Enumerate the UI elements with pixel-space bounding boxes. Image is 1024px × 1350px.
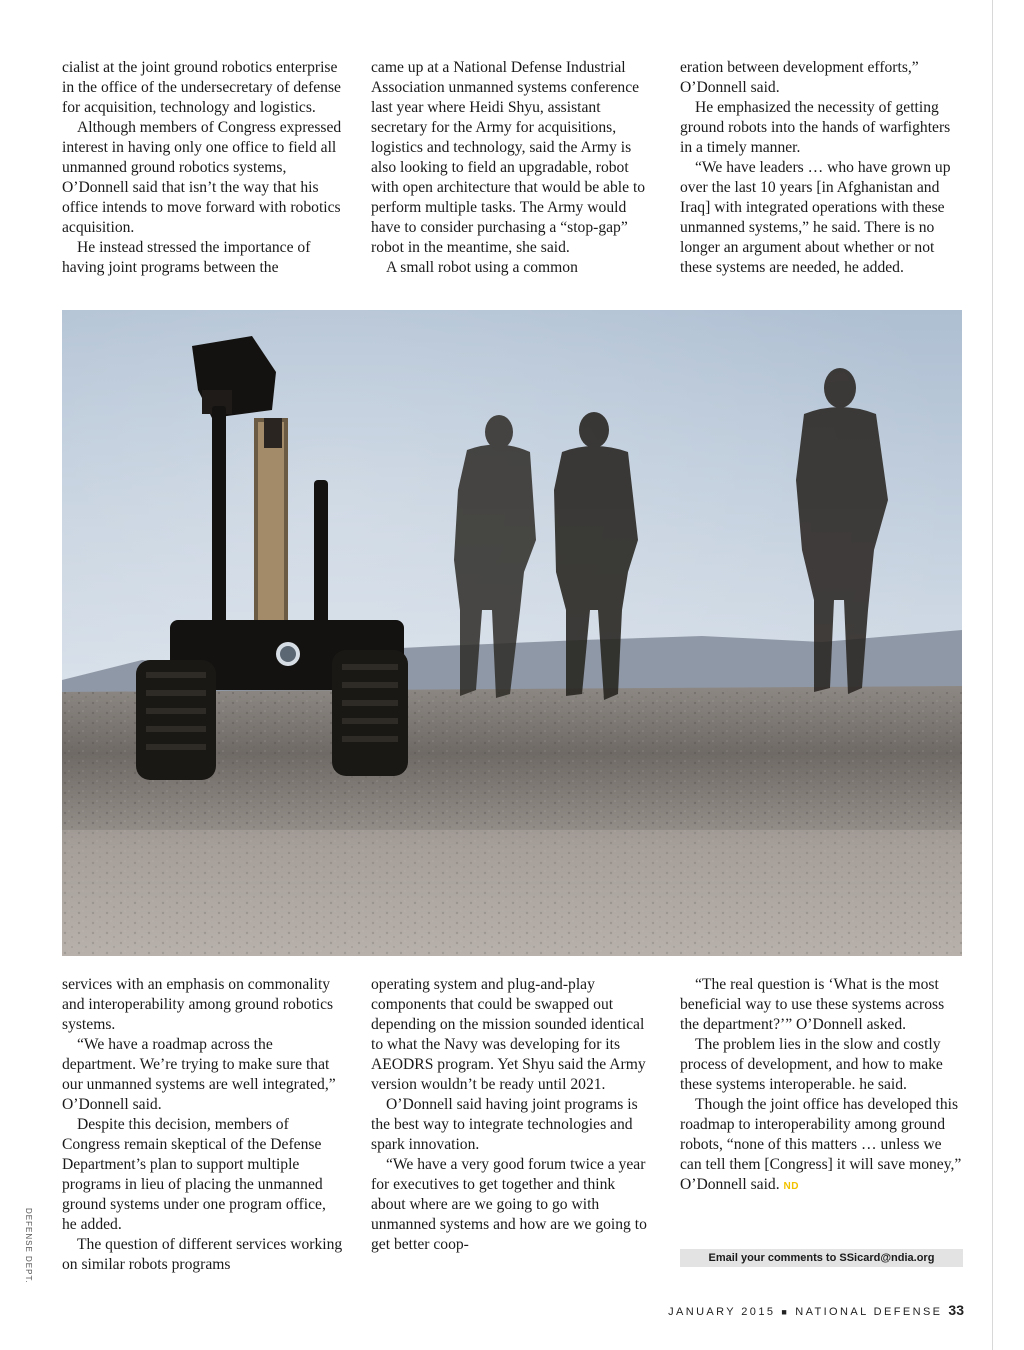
bottom-column-2 [371,975,653,1255]
top-column-1 [62,58,344,278]
paragraph: services with an emphasis on commonality and interoperability among ground robotics systems. [62,976,334,1033]
page-footer [668,1302,964,1318]
paragraph: He emphasized the necessity of getting ground robots into the hands of warfighters in a timely manner. [680,99,951,156]
paragraph: “The real question is ‘What is the most beneficial way to use these systems across the department?’” O’Donnell asked. [680,976,945,1033]
paragraph: cialist at the joint ground robotics enterprise in the office of the undersecretary of defense for acquisition, technology and logistics. [62,59,341,116]
top-column-3 [680,58,962,278]
paragraph-text: Though the joint office has developed this roadmap to interoperability among ground robots, “none of this matters … unless we can tell them [Congress] it will save money,” O’Donnell said. [680,1096,962,1193]
publication-name: NATIONAL DEFENSE [795,1306,943,1318]
photo-credit: DEFENSE DEPT. [24,1208,33,1284]
paragraph: “We have a very good forum twice a year for executives to get together and think about where are we going to go with unmanned systems and how are we going to get better coop- [371,1156,647,1253]
paragraph: A small robot using a common [386,259,578,276]
paragraph: operating system and plug-and-play components that could be swapped out depending on the mission sounded identical to what the Navy was developing for its AEODRS program. Yet Shyu said the Army version wouldn’t be ready until 2021. [371,976,646,1093]
page-number: 33 [948,1302,964,1318]
paragraph [680,1095,962,1197]
paragraph: The question of different services working on similar robots programs [62,1236,343,1273]
paragraph: The problem lies in the slow and costly process of development, and how to make these systems interoperable. he said. [680,1036,943,1093]
robot-and-soldiers-photo [62,310,962,956]
paragraph: Despite this decision, members of Congress remain skeptical of the Defense Department’s plan to support multiple programs in lieu of placing the unmanned ground systems under one program office, he added. [62,1116,326,1233]
paragraph: “We have a roadmap across the department. We’re trying to make sure that our unmanned systems are well integrated,” O’Donnell said. [62,1036,336,1113]
email-comments-text: Email your comments to SSicard@ndia.org [708,1252,935,1264]
page-edge-rule [992,0,993,1350]
paragraph: He instead stressed the importance of having joint programs between the [62,239,311,276]
paragraph: came up at a National Defense Industrial Association unmanned systems conference last year where Heidi Shyu, assistant secretary for the Army for acquisitions, logistics and technology, said the Army is also looking to field an upgradable, robot with open architecture that would be able to perform multiple tasks. The Army would have to consider purchasing a “stop-gap” robot in the meantime, she said. [371,59,646,256]
paragraph: “We have leaders … who have grown up over the last 10 years [in Afghanistan and Iraq] with integrated operations with these unmanned systems,” he said. There is no longer an argument about whether or not these systems are needed, he added. [680,159,951,276]
paragraph: O’Donnell said having joint programs is the best way to integrate technologies and spark innovation. [371,1096,638,1153]
article-photo [62,310,962,956]
bottom-column-3 [680,975,962,1197]
paragraph: Although members of Congress expressed interest in having only one office to field all unmanned ground robotics systems, O’Donnell said that isn’t the way that his office intends to move forward with robotics acquisition. [62,119,342,236]
footer-separator: ■ [781,1307,790,1317]
end-mark: ND [783,1181,799,1192]
issue-date: JANUARY 2015 [668,1306,776,1318]
email-comments-box [680,1249,963,1267]
top-column-2 [371,58,653,278]
bottom-column-1 [62,975,344,1275]
paragraph: eration between development efforts,” O’Donnell said. [680,59,919,96]
